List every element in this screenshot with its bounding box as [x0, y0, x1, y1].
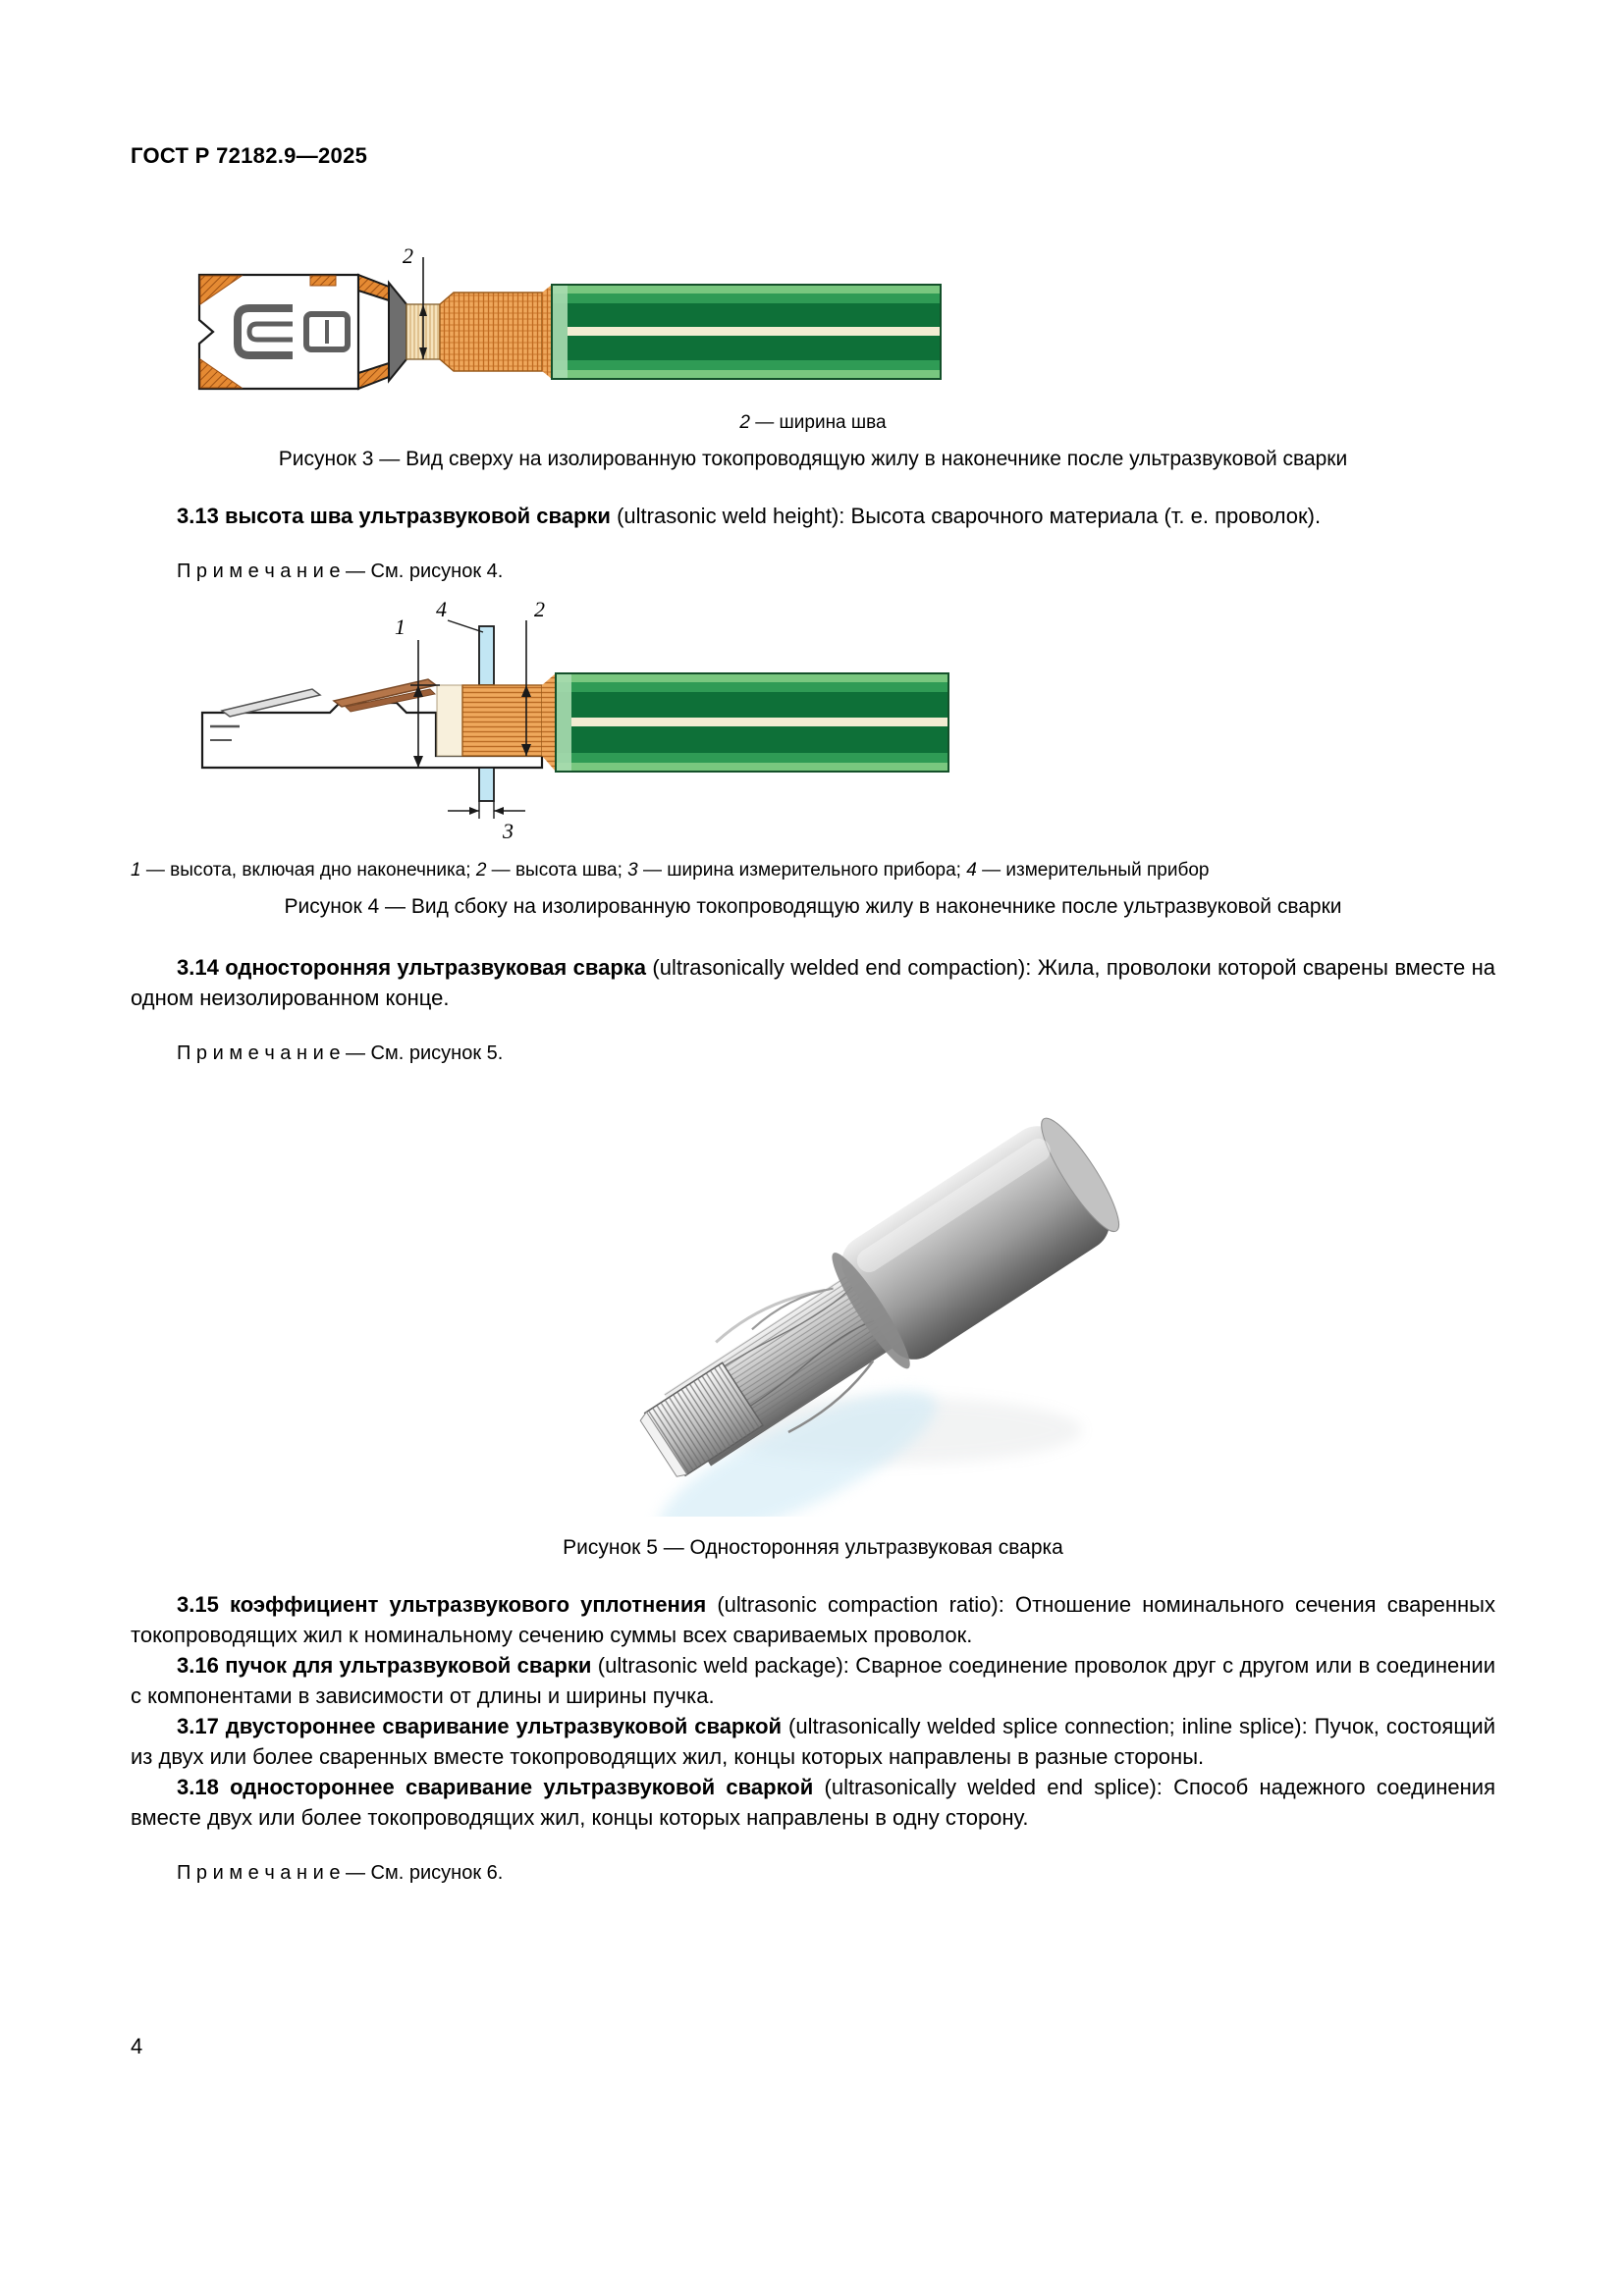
term-3-18: 3.18 одностороннее сваривание ультразвуковой сваркой	[177, 1775, 814, 1799]
figure-3-drawing	[196, 234, 943, 400]
figure-4	[196, 597, 1495, 842]
note-label: П р и м е ч а н и е	[177, 1042, 341, 1064]
insulated-cable-top-view	[552, 285, 941, 379]
definition-3-15: 3.15 коэффициент ультразвукового уплотнения (ultrasonic compaction ratio): Отношение номинального сечения сваренных токопроводящих жил к номинальному сечению суммы всех свариваемых проволок.	[131, 1592, 1495, 1647]
dim-label-1: 1	[395, 614, 406, 639]
terminal-funnel	[389, 283, 406, 381]
figure-4-drawing	[196, 597, 952, 842]
note-see-figure-6: П р и м е ч а н и е — См. рисунок 6.	[177, 1862, 504, 1884]
doc-number-header: ГОСТ Р 72182.9—2025	[131, 143, 368, 168]
note-label: П р и м е ч а н и е	[177, 1862, 341, 1884]
figure3-caption: Рисунок 3 — Вид сверху на изолированную токопроводящую жилу в наконечнике после ультразвуковой сварки	[278, 448, 1348, 470]
note-label: П р и м е ч а н и е	[177, 561, 341, 582]
note-see-figure-4: П р и м е ч а н и е — См. рисунок 4.	[177, 561, 504, 582]
dim-label-2: 2	[403, 243, 413, 268]
figure-5-image	[601, 1085, 1127, 1517]
term-3-13: 3.13 высота шва ультразвуковой сварки	[177, 504, 611, 528]
definition-3-18: 3.18 одностороннее сваривание ультразвуковой сваркой (ultrasonically welded end splice): Способ надежного соединения вместе двух или более токопроводящих жил, концы которых направлены в одну сторону.	[131, 1775, 1495, 1830]
figure5-caption: Рисунок 5 — Односторонняя ультразвуковая сварка	[563, 1536, 1063, 1559]
figure4-legend: 1 — высота, включая дно наконечника; 2 — высота шва; 3 — ширина измерительного прибора; 4 — измерительный прибор	[131, 860, 1210, 881]
label-measuring-device	[436, 597, 483, 632]
page-number: 4	[131, 2034, 143, 2058]
figure-3	[196, 234, 1495, 400]
dim-label-4: 4	[436, 597, 447, 621]
figure3-legend: 2 — ширина шва	[739, 412, 887, 433]
weld-seam-top-view	[406, 285, 552, 379]
terminal-top-view	[199, 275, 406, 389]
definition-3-17: 3.17 двустороннее сваривание ультразвуковой сваркой (ultrasonically welded splice connection; inline splice): Пучок, состоящий из двух или более сваренных вместе токопроводящих жил, концы которых направлены в разные стороны.	[131, 1714, 1495, 1769]
dimension-device-width	[448, 801, 525, 842]
definition-3-14: 3.14 односторонняя ультразвуковая сварка (ultrasonically welded end compaction): Жила, проволоки которой сварены вместе на одном неизолированном конце.	[131, 955, 1495, 1010]
term-3-14: 3.14 односторонняя ультразвуковая сварка	[177, 955, 647, 980]
definition-3-16: 3.16 пучок для ультразвуковой сварки (ultrasonic weld package): Сварное соединение проволок друг с другом или в соединении с компонентами в зависимости от длины и ширины пучка.	[131, 1653, 1495, 1708]
figure4-caption: Рисунок 4 — Вид сбоку на изолированную токопроводящую жилу в наконечнике после ультразвуковой сварки	[284, 895, 1342, 918]
figure-5-photo	[601, 1085, 1495, 1517]
term-3-15: 3.15 коэффициент ультразвукового уплотнения	[177, 1592, 707, 1617]
term-3-16: 3.16 пучок для ультразвуковой сварки	[177, 1653, 592, 1678]
definition-3-13: 3.13 высота шва ультразвуковой сварки (ultrasonic weld height): Высота сварочного материала (т. е. проволок).	[177, 504, 1322, 528]
dim-label-2: 2	[534, 597, 545, 621]
note-see-figure-5: П р и м е ч а н и е — См. рисунок 5.	[177, 1042, 504, 1064]
term-3-17: 3.17 двустороннее сваривание ультразвуковой сваркой	[177, 1714, 783, 1738]
dim-label-3: 3	[503, 819, 514, 842]
insulated-cable-side-view	[556, 673, 948, 772]
page-content	[131, 0, 1495, 1885]
